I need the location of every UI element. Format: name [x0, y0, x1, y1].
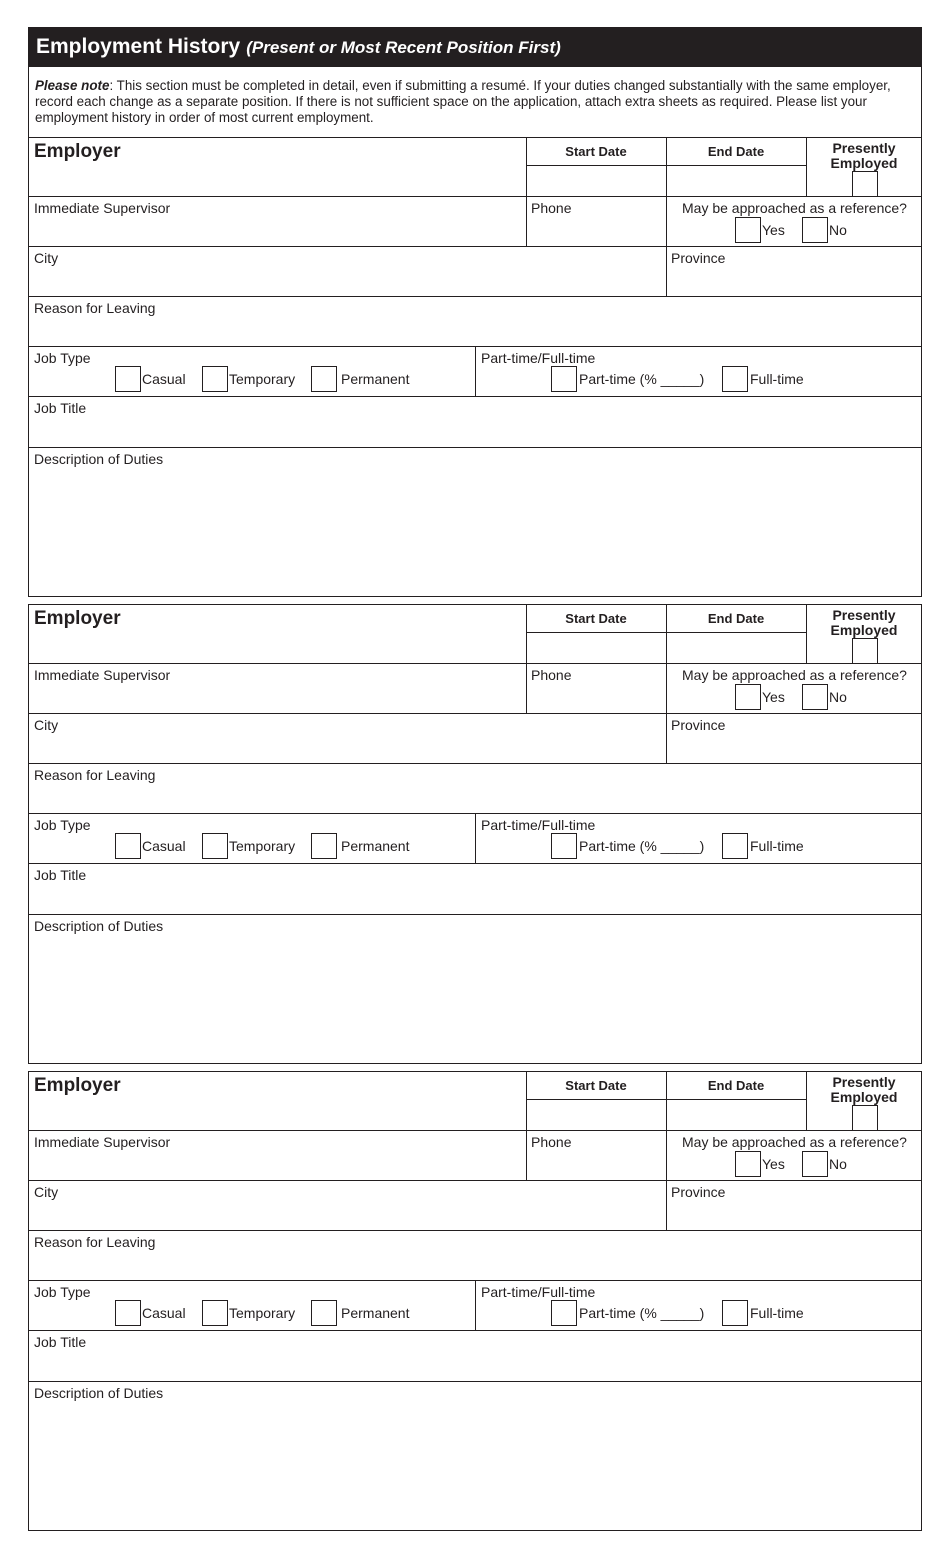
city-field[interactable]: [29, 1181, 666, 1231]
part-time-label: Part-time (% _____): [579, 838, 705, 854]
reference-yes-checkbox[interactable]: [735, 1151, 761, 1177]
divider: [475, 814, 476, 864]
job-title-label: Job Title: [34, 400, 87, 416]
presently-employed-label: Presently Employed: [830, 1074, 898, 1105]
reference-yes-label: Yes: [762, 1156, 785, 1172]
description-of-duties-label: Description of Duties: [34, 918, 164, 934]
full-time-label: Full-time: [750, 838, 804, 854]
job-type-label: Job Type: [34, 350, 91, 366]
reference-no-checkbox[interactable]: [802, 684, 828, 710]
province-field[interactable]: [666, 1181, 921, 1231]
employer-field[interactable]: [29, 1072, 526, 1130]
reference-question-label: May be approached as a reference?: [682, 667, 907, 683]
description-of-duties-field[interactable]: [29, 1382, 921, 1530]
description-of-duties-field[interactable]: [29, 448, 921, 596]
page-title-text: Employment History: [36, 35, 241, 58]
employer-label: Employer: [34, 1075, 121, 1096]
province-field[interactable]: [666, 247, 921, 297]
presently-employed-checkbox[interactable]: [852, 638, 878, 664]
presently-employed-label: Presently Employed: [830, 607, 898, 638]
part-full-time-label: Part-time/Full-time: [481, 1284, 596, 1300]
province-label: Province: [671, 250, 726, 266]
start-date-label: Start Date: [565, 144, 627, 159]
part-time-label: Part-time (% _____): [579, 1305, 705, 1321]
part-time-checkbox[interactable]: [551, 366, 577, 392]
presently-employed-checkbox[interactable]: [852, 171, 878, 197]
part-time-checkbox[interactable]: [551, 833, 577, 859]
section-header: [28, 27, 922, 67]
immediate-supervisor-field[interactable]: [29, 197, 526, 247]
immediate-supervisor-field[interactable]: [29, 664, 526, 714]
reason-for-leaving-field[interactable]: [29, 297, 921, 347]
job-type-casual-label: Casual: [142, 371, 186, 387]
reference-no-checkbox[interactable]: [802, 217, 828, 243]
presently-employed-checkbox[interactable]: [852, 1105, 878, 1131]
job-type-permanent-checkbox[interactable]: [311, 366, 337, 392]
province-label: Province: [671, 717, 726, 733]
job-type-label: Job Type: [34, 1284, 91, 1300]
job-type-permanent-checkbox[interactable]: [311, 833, 337, 859]
phone-label: Phone: [531, 667, 572, 683]
immediate-supervisor-label: Immediate Supervisor: [34, 200, 171, 216]
job-type-casual-label: Casual: [142, 838, 186, 854]
presently-employed-label: Presently Employed: [830, 140, 898, 171]
employer-field[interactable]: [29, 138, 526, 196]
job-type-temporary-checkbox[interactable]: [202, 833, 228, 859]
reference-yes-label: Yes: [762, 222, 785, 238]
note-body: : This section must be completed in detail, even if submitting a resumé. If your duties changed substantially with the same employer, record each change as a separate position. If there is not sufficient space on the application, attach extra sheets as required. Please list your employment history in order of most current employment.: [35, 78, 891, 125]
job-type-permanent-label: Permanent: [341, 1305, 410, 1321]
note-text: [35, 78, 913, 126]
reason-for-leaving-label: Reason for Leaving: [34, 767, 156, 783]
job-type-permanent-checkbox[interactable]: [311, 1300, 337, 1326]
start-date-field[interactable]: [526, 1100, 666, 1130]
employer-label: Employer: [34, 608, 121, 629]
start-date-field[interactable]: [526, 166, 666, 196]
job-type-temporary-checkbox[interactable]: [202, 366, 228, 392]
phone-field[interactable]: [526, 197, 666, 247]
job-type-permanent-label: Permanent: [341, 371, 410, 387]
end-date-field[interactable]: [666, 166, 806, 196]
phone-label: Phone: [531, 1134, 572, 1150]
description-of-duties-label: Description of Duties: [34, 1385, 164, 1401]
job-title-field[interactable]: [29, 864, 921, 914]
reason-for-leaving-label: Reason for Leaving: [34, 300, 156, 316]
immediate-supervisor-label: Immediate Supervisor: [34, 667, 171, 683]
province-label: Province: [671, 1184, 726, 1200]
employer-field[interactable]: [29, 605, 526, 663]
full-time-checkbox[interactable]: [722, 833, 748, 859]
part-full-time-label: Part-time/Full-time: [481, 350, 596, 366]
start-date-label: Start Date: [565, 1078, 627, 1093]
employer-label: Employer: [34, 141, 121, 162]
employment-section-3: [28, 1071, 922, 1531]
immediate-supervisor-label: Immediate Supervisor: [34, 1134, 171, 1150]
description-of-duties-field[interactable]: [29, 915, 921, 1063]
reference-yes-checkbox[interactable]: [735, 684, 761, 710]
job-title-label: Job Title: [34, 1334, 87, 1350]
full-time-label: Full-time: [750, 1305, 804, 1321]
city-field[interactable]: [29, 714, 666, 764]
description-of-duties-label: Description of Duties: [34, 451, 164, 467]
reference-no-label: No: [829, 1156, 847, 1172]
end-date-label: End Date: [707, 1078, 765, 1093]
job-type-temporary-checkbox[interactable]: [202, 1300, 228, 1326]
reason-for-leaving-field[interactable]: [29, 764, 921, 814]
divider: [475, 347, 476, 397]
full-time-checkbox[interactable]: [722, 1300, 748, 1326]
job-type-temporary-label: Temporary: [229, 1305, 296, 1321]
job-type-temporary-label: Temporary: [229, 371, 296, 387]
part-time-checkbox[interactable]: [551, 1300, 577, 1326]
start-date-field[interactable]: [526, 633, 666, 663]
reference-yes-checkbox[interactable]: [735, 217, 761, 243]
start-date-label: Start Date: [565, 611, 627, 626]
instructions-note: [28, 67, 922, 137]
job-title-field[interactable]: [29, 397, 921, 447]
phone-field[interactable]: [526, 1131, 666, 1181]
job-type-casual-checkbox[interactable]: [115, 833, 141, 859]
part-full-time-label: Part-time/Full-time: [481, 817, 596, 833]
page-title: [36, 35, 561, 59]
reference-no-label: No: [829, 689, 847, 705]
full-time-label: Full-time: [750, 371, 804, 387]
phone-label: Phone: [531, 200, 572, 216]
note-lead: Please note: [35, 78, 110, 93]
job-type-temporary-label: Temporary: [229, 838, 296, 854]
city-label: City: [34, 250, 59, 266]
reference-question-label: May be approached as a reference?: [682, 200, 907, 216]
reference-no-checkbox[interactable]: [802, 1151, 828, 1177]
reference-yes-label: Yes: [762, 689, 785, 705]
city-label: City: [34, 1184, 59, 1200]
full-time-checkbox[interactable]: [722, 366, 748, 392]
job-title-field[interactable]: [29, 1331, 921, 1381]
job-type-casual-checkbox[interactable]: [115, 366, 141, 392]
city-field[interactable]: [29, 247, 666, 297]
divider: [475, 1281, 476, 1331]
reason-for-leaving-label: Reason for Leaving: [34, 1234, 156, 1250]
job-title-label: Job Title: [34, 867, 87, 883]
province-field[interactable]: [666, 714, 921, 764]
immediate-supervisor-field[interactable]: [29, 1131, 526, 1181]
city-label: City: [34, 717, 59, 733]
end-date-field[interactable]: [666, 633, 806, 663]
phone-field[interactable]: [526, 664, 666, 714]
reference-question-label: May be approached as a reference?: [682, 1134, 907, 1150]
employment-section-1: [28, 137, 922, 597]
end-date-field[interactable]: [666, 1100, 806, 1130]
part-time-label: Part-time (% _____): [579, 371, 705, 387]
reference-no-label: No: [829, 222, 847, 238]
job-type-label: Job Type: [34, 817, 91, 833]
job-type-casual-checkbox[interactable]: [115, 1300, 141, 1326]
job-type-casual-label: Casual: [142, 1305, 186, 1321]
page-subtitle: (Present or Most Recent Position First): [246, 38, 561, 57]
job-type-permanent-label: Permanent: [341, 838, 410, 854]
reason-for-leaving-field[interactable]: [29, 1231, 921, 1281]
end-date-label: End Date: [707, 611, 765, 626]
end-date-label: End Date: [707, 144, 765, 159]
employment-section-2: [28, 604, 922, 1064]
